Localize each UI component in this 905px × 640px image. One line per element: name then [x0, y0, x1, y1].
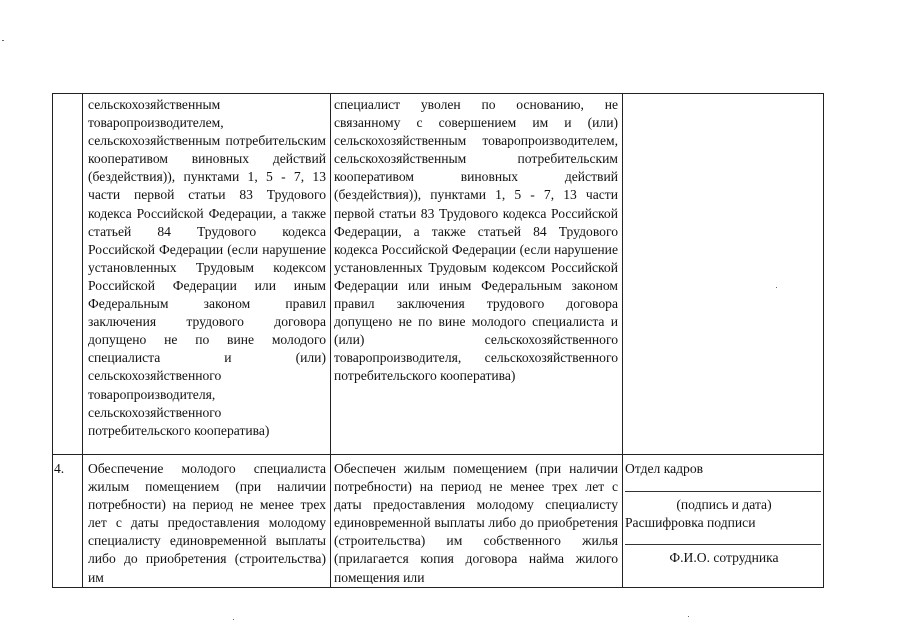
scan-speck — [688, 616, 689, 617]
scan-speck — [233, 619, 234, 620]
table-border-right — [823, 93, 824, 588]
table-col-divider-2 — [330, 93, 331, 588]
row4-result-cell: Обеспечен жилым помещением (при наличии потребности) на период не менее трех лет с даты предоставления молодому специалисту единовременной выплаты либо до приобретения (строительства) им собственного жилья (прилагается копия договора найма жилого помещения или — [334, 461, 618, 584]
table — [52, 93, 824, 588]
table-row-divider — [52, 454, 824, 455]
employee-name-line — [625, 544, 821, 545]
scan-speck — [2, 40, 4, 41]
employee-name-caption: Ф.И.О. сотрудника — [669, 550, 779, 565]
row-number: 4. — [54, 461, 65, 476]
scan-speck — [776, 287, 777, 288]
department-label: Отдел кадров — [625, 461, 704, 476]
table-col-divider-3 — [622, 93, 623, 588]
table-col-divider-1 — [82, 93, 83, 588]
table-border-left — [52, 93, 53, 588]
signature-line — [625, 491, 821, 492]
table-border-bottom — [52, 587, 824, 588]
signature-date-caption: (подпись и дата) — [676, 497, 772, 512]
table-border-top — [52, 93, 824, 94]
prev-row-result-cell: специалист уволен по основанию, не связанному с совершением им и (или) сельскохозяйственным товаропроизводителем, сельскохозяйственным потребительским кооперативом виновных действий (бездействия)), пунктами 1, 5 - 7, 13 части первой статьи 83 Трудового кодекса Российской Федерации, а также статьей 84 Трудового кодекса Российской Федерации (если нарушение установленных Трудовым кодексом Российской Федерации или иным Федеральным законом правил заключения трудового договора допущено не по вине молодого специалиста и (или) сельскохозяйственного товаропроизводителя, сельскохозяйственного потребительского кооператива) — [334, 97, 618, 384]
prev-row-condition-cell: сельскохозяйственным товаропроизводителем, сельскохозяйственным потребительским кооперативом виновных действий (бездействия)), пунктами 1, 5 - 7, 13 части первой статьи 83 Трудового кодекса Российской Федерации, а также статьей 84 Трудового кодекса Российской Федерации (если нарушение установленных Трудовым кодексом Российской Федерации или иным Федеральным законом правил заключения трудового договора допущено не по вине молодого специалиста и (или) сельскохозяйственного товаропроизводителя, сельскохозяйственного потребительского кооператива) — [88, 97, 326, 438]
row4-condition-cell: Обеспечение молодого специалиста жилым помещением (при наличии потребности) на период не менее трех лет с даты предоставления молодому специалисту единовременной выплаты либо до приобретения (строительства) им — [88, 461, 326, 584]
signature-decode-label: Расшифровка подписи — [625, 515, 756, 530]
